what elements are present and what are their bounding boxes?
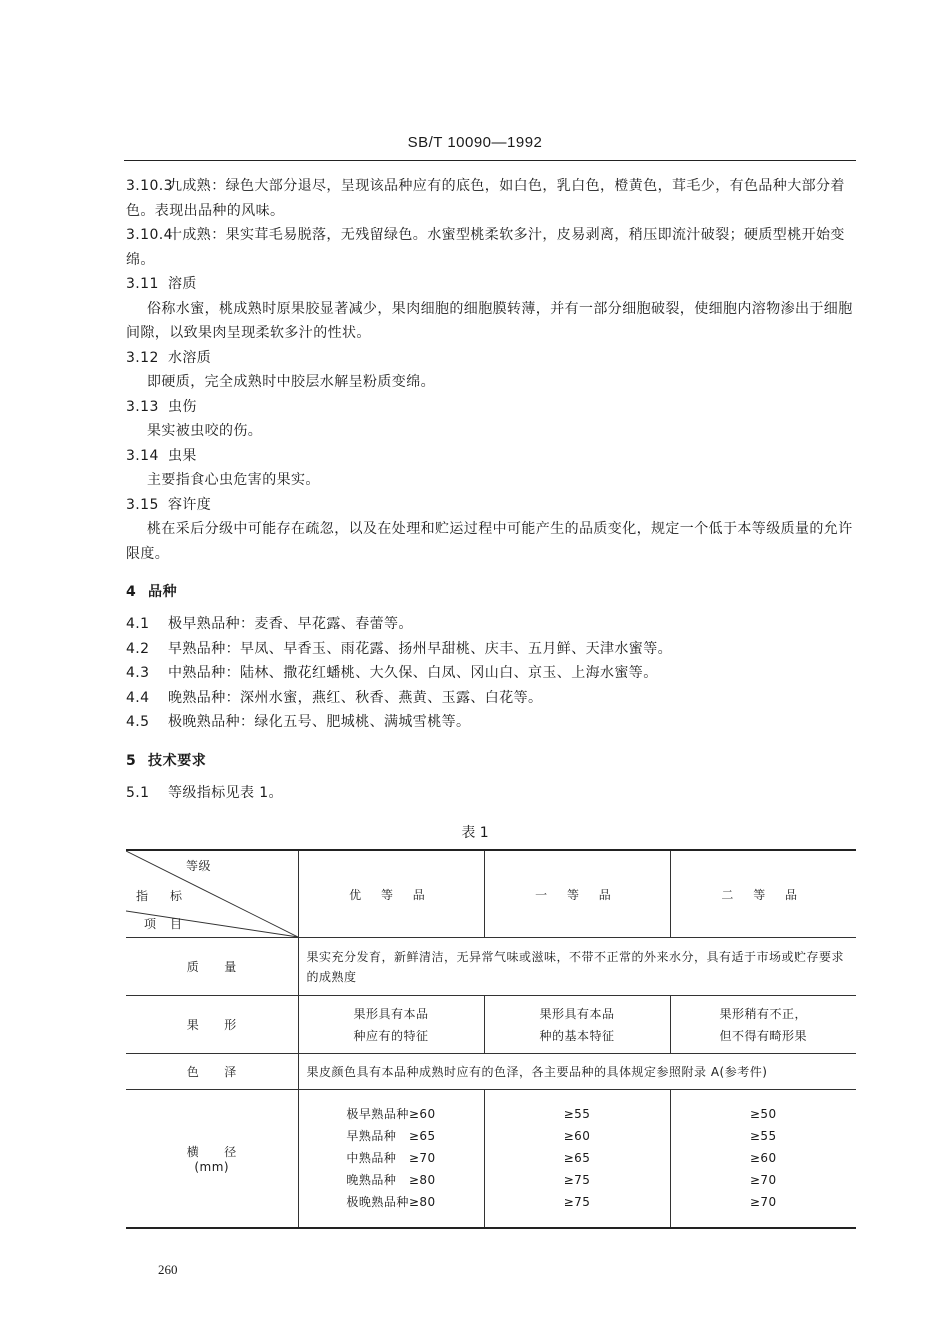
row-label-shape: 果 形 [126,996,298,1054]
clause-number: 3.14 [126,447,159,464]
corner-header-cell [126,850,298,938]
item-text: 等级指标见表 1。 [168,784,283,801]
corner-label-indicator-b: 标 [170,889,183,903]
clause-3-14-title [126,444,858,469]
shape-first: 果形具有本品 种的基本特征 [484,996,670,1054]
clause-text: 十成熟：果实茸毛易脱落，无残留绿色。水蜜型桃柔软多汁，皮易剥离，稍压即流汁破裂；硬质型桃开始变绵。 [126,227,845,268]
clause-text: 九成熟：绿色大部分退尽，呈现该品种应有的底色，如白色，乳白色，橙黄色，茸毛少，有色品种大部分着色。表现出品种的风味。 [126,178,845,219]
section-5-heading [126,749,858,773]
item-text: 晚熟品种：深州水蜜，燕红、秋香、燕黄、玉露、白花等。 [168,689,543,706]
clause-3-11-text: 俗称水蜜，桃成熟时原果胶显著减少，果肉细胞的细胞膜转薄，并有一部分细胞破裂，使细胞内溶物渗出于细胞间隙，以致果肉呈现柔软多汁的性状。 [126,300,853,341]
clause-3-15-title [126,493,858,518]
clause-number: 3.11 [126,276,159,292]
diameter-unit: (mm) [194,1159,230,1174]
corner-label-grade: 等级 [186,859,212,873]
variety-list [126,612,858,735]
item-text: 极早熟品种：麦香、早花露、春蕾等。 [168,616,413,632]
clause-5-1 [126,781,858,806]
section-title: 技术要求 [148,752,207,769]
item-number: 4.1 [126,616,150,632]
clause-3-13-title [126,395,858,420]
corner-label-indicator-a: 指 [136,889,149,903]
grade-table [126,849,856,1229]
corner-label-item-b: 目 [170,917,183,931]
table-header-row [126,850,856,938]
grade-header-premium: 优 等 品 [298,850,484,938]
table-title: 表 1 [461,825,489,841]
clause-title: 虫伤 [168,398,197,415]
diameter-premium: 极早熟品种≥60 早熟品种 ≥65 中熟品种 ≥70 晚熟品种 ≥80 极晚熟品种≥80 [298,1090,484,1228]
clause-3-11-title [126,272,858,297]
clause-number: 3.12 [126,349,159,366]
clause-3-12-title [126,346,858,371]
section-number: 5 [126,752,137,769]
item-number: 4.3 [126,665,150,681]
quality-requirement: 果实充分发育，新鲜清洁，无异常气味或滋味，不带不正常的外来水分，具有适于市场或贮存要求的成熟度 [298,938,856,996]
list-item [126,637,858,662]
clause-3-13-text: 果实被虫咬的伤。 [147,423,263,439]
row-label-diameter [126,1090,298,1228]
clause-3-15-text: 桃在采后分级中可能存在疏忽，以及在处理和贮运过程中可能产生的品质变化，规定一个低于本等级质量的允许限度。 [126,521,853,562]
page-number: 260 [158,1262,178,1277]
table-row-quality [126,938,856,996]
clause-3-10-4 [126,223,858,272]
list-item [126,612,858,637]
item-number: 4.5 [126,714,150,730]
clause-number: 3.10.3 [126,178,173,194]
color-requirement: 果皮颜色具有本品种成熟时应有的色泽，各主要品种的具体规定参照附录 A(参考件) [298,1054,856,1090]
row-label-color: 色 泽 [126,1054,298,1090]
list-item [126,661,858,686]
clause-number: 3.15 [126,496,159,513]
clause-number: 3.10.4 [126,227,173,243]
clause-title: 水溶质 [168,349,212,366]
row-label-quality: 质 量 [126,938,298,996]
shape-premium: 果形具有本品 种应有的特征 [298,996,484,1054]
clause-title: 容许度 [168,496,212,513]
clause-title: 溶质 [168,276,197,292]
clause-number: 3.13 [126,398,159,415]
clause-3-12-text: 即硬质，完全成熟时中胶层水解呈粉质变绵。 [147,374,435,390]
document-code: SB/T 10090—1992 [407,134,543,151]
header-rule [124,160,856,161]
list-item [126,686,858,711]
list-item [126,710,858,735]
section-title: 品种 [148,584,178,600]
table-row-color [126,1054,856,1090]
shape-second: 果形稍有不正， 但不得有畸形果 [670,996,856,1054]
table-row-diameter [126,1090,856,1228]
diameter-label: 横 径 [186,1144,237,1159]
item-number: 4.2 [126,640,150,657]
item-number: 5.1 [126,784,150,801]
clause-3-10-3 [126,174,858,223]
item-text: 早熟品种：早凤、早香玉、雨花露、扬州早甜桃、庆丰、五月鲜、天津水蜜等。 [168,640,672,657]
corner-label-item-a: 项 [144,917,157,931]
section-number: 4 [126,584,137,600]
grade-header-first: 一 等 品 [484,850,670,938]
table-row-shape [126,996,856,1054]
document-body [126,174,858,805]
clause-3-14-text: 主要指食心虫危害的果实。 [147,472,320,488]
grade-header-second: 二 等 品 [670,850,856,938]
diameter-second: ≥50 ≥55 ≥60 ≥70 ≥70 [670,1090,856,1228]
item-text: 极晚熟品种：绿化五号、肥城桃、满城雪桃等。 [168,714,471,730]
item-text: 中熟品种：陆林、撒花红蟠桃、大久保、白凤、冈山白、京玉、上海水蜜等。 [168,665,658,681]
diameter-first: ≥55 ≥60 ≥65 ≥75 ≥75 [484,1090,670,1228]
clause-title: 虫果 [168,447,197,464]
item-number: 4.4 [126,689,150,706]
section-4-heading [126,580,858,604]
